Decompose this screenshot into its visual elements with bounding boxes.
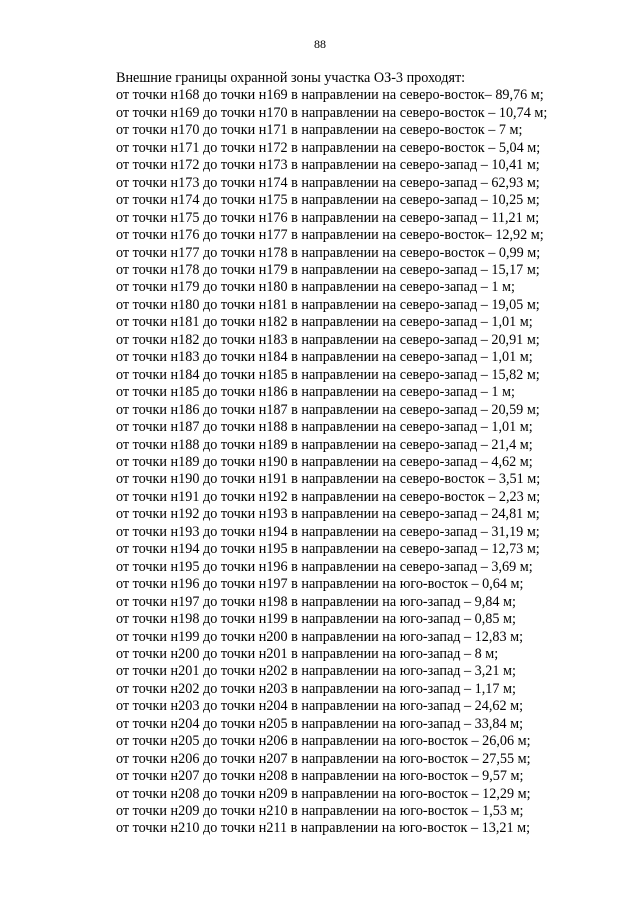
boundary-segment-line: от точки н177 до точки н178 в направлении на северо-восток – 0,99 м;: [116, 244, 541, 261]
boundary-segment-line: от точки н176 до точки н177 в направлении на северо-восток– 12,92 м;: [116, 227, 544, 244]
boundary-segment-line: от точки н190 до точки н191 в направлении на северо-восток – 3,51 м;: [116, 471, 541, 488]
boundary-segment-line: от точки н206 до точки н207 в направлении на юго-восток – 27,55 м;: [116, 750, 531, 767]
boundary-segment-line: от точки н169 до точки н170 в направлении на северо-восток – 10,74 м;: [116, 104, 548, 121]
boundary-description: [116, 70, 596, 838]
boundary-segment-line: от точки н205 до точки н206 в направлении на юго-восток – 26,06 м;: [116, 733, 531, 750]
boundary-segment-line: от точки н172 до точки н173 в направлении на северо-запад – 10,41 м;: [116, 157, 540, 174]
boundary-segment-line: от точки н186 до точки н187 в направлении на северо-запад – 20,59 м;: [116, 401, 540, 418]
boundary-segment-line: от точки н178 до точки н179 в направлении на северо-запад – 15,17 м;: [116, 261, 540, 278]
boundary-segment-line: от точки н196 до точки н197 в направлении на юго-восток – 0,64 м;: [116, 576, 524, 593]
boundary-segment-line: от точки н188 до точки н189 в направлении на северо-запад – 21,4 м;: [116, 436, 533, 453]
boundary-segment-line: от точки н199 до точки н200 в направлении на юго-запад – 12,83 м;: [116, 628, 524, 645]
boundary-segment-line: от точки н182 до точки н183 в направлении на северо-запад – 20,91 м;: [116, 331, 540, 348]
boundary-segment-line: от точки н204 до точки н205 в направлении на юго-запад – 33,84 м;: [116, 715, 524, 732]
boundary-segment-line: от точки н179 до точки н180 в направлении на северо-запад – 1 м;: [116, 279, 515, 296]
boundary-segment-line: от точки н181 до точки н182 в направлении на северо-запад – 1,01 м;: [116, 314, 533, 331]
page-number: 88: [314, 37, 326, 51]
boundary-segment-line: от точки н170 до точки н171 в направлении на северо-восток – 7 м;: [116, 122, 523, 139]
boundary-segment-line: от точки н194 до точки н195 в направлении на северо-запад – 12,73 м;: [116, 541, 540, 558]
boundary-segment-line: от точки н193 до точки н194 в направлении на северо-запад – 31,19 м;: [116, 523, 540, 540]
boundary-segment-line: от точки н175 до точки н176 в направлении на северо-запад – 11,21 м;: [116, 209, 540, 226]
boundary-segment-line: от точки н200 до точки н201 в направлении на юго-запад – 8 м;: [116, 645, 499, 662]
boundary-segment-line: от точки н208 до точки н209 в направлении на юго-восток – 12,29 м;: [116, 785, 531, 802]
boundary-segment-line: от точки н189 до точки н190 в направлении на северо-запад – 4,62 м;: [116, 453, 533, 470]
boundary-segment-line: от точки н173 до точки н174 в направлении на северо-запад – 62,93 м;: [116, 174, 540, 191]
boundary-segment-line: от точки н209 до точки н210 в направлении на юго-восток – 1,53 м;: [116, 803, 524, 820]
section-heading: Внешние границы охранной зоны участка ОЗ-3 проходят:: [116, 70, 466, 86]
boundary-segment-line: от точки н187 до точки н188 в направлении на северо-запад – 1,01 м;: [116, 419, 533, 436]
boundary-segment-line: от точки н180 до точки н181 в направлении на северо-запад – 19,05 м;: [116, 296, 540, 313]
boundary-segment-line: от точки н168 до точки н169 в направлении на северо-восток– 89,76 м;: [116, 87, 544, 104]
boundary-segment-line: от точки н185 до точки н186 в направлении на северо-запад – 1 м;: [116, 384, 515, 401]
boundary-segment-list: [116, 87, 596, 837]
boundary-segment-line: от точки н207 до точки н208 в направлении на юго-восток – 9,57 м;: [116, 768, 524, 785]
boundary-segment-line: от точки н183 до точки н184 в направлении на северо-запад – 1,01 м;: [116, 349, 533, 366]
boundary-segment-line: от точки н191 до точки н192 в направлении на северо-восток – 2,23 м;: [116, 488, 541, 505]
boundary-segment-line: от точки н192 до точки н193 в направлении на северо-запад – 24,81 м;: [116, 506, 540, 523]
boundary-segment-line: от точки н174 до точки н175 в направлении на северо-запад – 10,25 м;: [116, 192, 540, 209]
boundary-segment-line: от точки н195 до точки н196 в направлении на северо-запад – 3,69 м;: [116, 558, 533, 575]
boundary-segment-line: от точки н201 до точки н202 в направлении на юго-запад – 3,21 м;: [116, 663, 516, 680]
boundary-segment-line: от точки н184 до точки н185 в направлении на северо-запад – 15,82 м;: [116, 366, 540, 383]
boundary-segment-line: от точки н198 до точки н199 в направлении на юго-запад – 0,85 м;: [116, 611, 516, 628]
boundary-segment-line: от точки н202 до точки н203 в направлении на юго-запад – 1,17 м;: [116, 680, 516, 697]
boundary-segment-line: от точки н203 до точки н204 в направлении на юго-запад – 24,62 м;: [116, 698, 524, 715]
boundary-segment-line: от точки н210 до точки н211 в направлении на юго-восток – 13,21 м;: [116, 820, 531, 837]
boundary-segment-line: от точки н171 до точки н172 в направлении на северо-восток – 5,04 м;: [116, 139, 541, 156]
boundary-segment-line: от точки н197 до точки н198 в направлении на юго-запад – 9,84 м;: [116, 593, 516, 610]
